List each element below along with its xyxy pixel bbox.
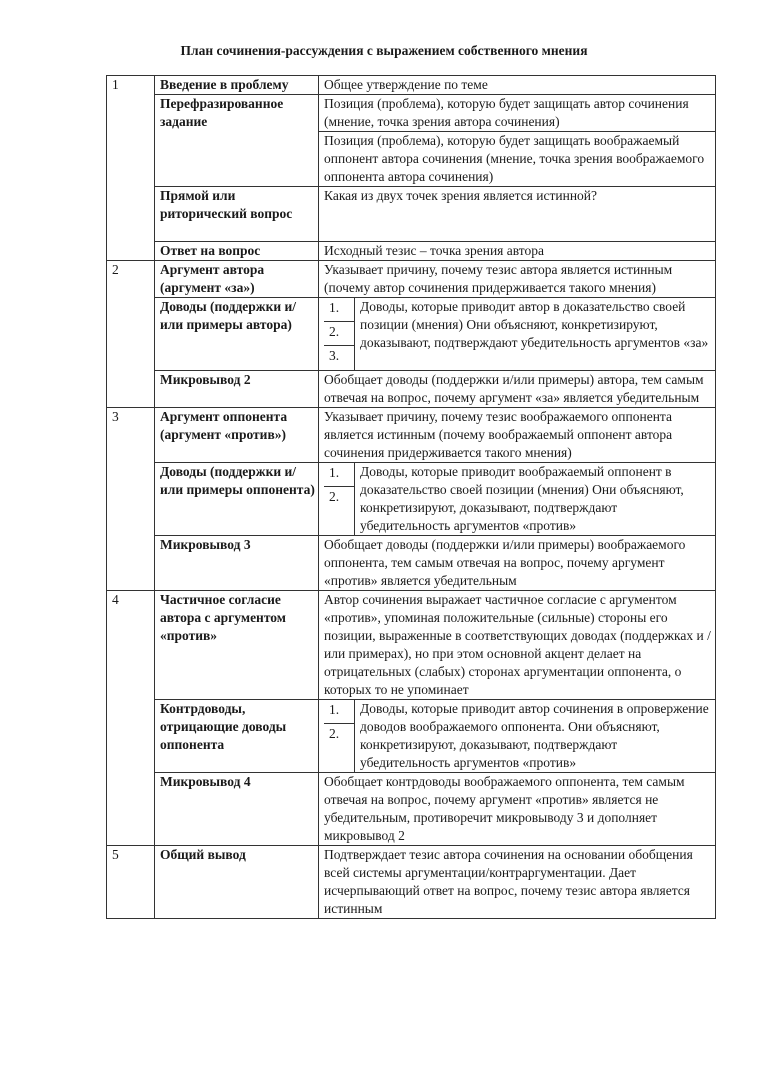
- table-row: [107, 242, 716, 261]
- row-description: Подтверждает тезис автора сочинения на основании обобщения всей системы аргументации/контраргументации. Дает исчерпывающий ответ на вопрос, почему тезис автора является истинным: [319, 846, 716, 919]
- table-row: [107, 846, 716, 919]
- list-number: 1.: [324, 700, 354, 724]
- row-description: Обобщает доводы (поддержки и/или примеры) автора, тем самым отвечая на вопрос, почему аргумент «за» является убедительным: [319, 371, 716, 408]
- table-row: [107, 408, 716, 463]
- section-number: 5: [107, 846, 155, 919]
- list-number: 1.: [324, 298, 354, 322]
- list-number: 3.: [329, 348, 340, 363]
- table-row: [107, 591, 716, 700]
- row-description: Позиция (проблема), которую будет защищать автор сочинения (мнение, точка зрения автора сочинения): [319, 95, 716, 132]
- row-label: Общий вывод: [155, 846, 319, 919]
- row-label: Микровывод 4: [155, 773, 319, 846]
- row-label: Доводы (поддержки и/или примеры оппонента): [155, 463, 319, 536]
- table-row: [107, 95, 716, 132]
- row-description: Обобщает контрдоводы воображаемого оппонента, тем самым отвечая на вопрос, почему аргумент «против» является не убедительным, противоречит микровыводу 3 и дополняет микровывод 2: [319, 773, 716, 846]
- numbered-arguments: [319, 463, 716, 536]
- section-number: 1: [107, 76, 155, 261]
- row-label: Доводы (поддержки и/или примеры автора): [155, 298, 319, 371]
- list-number: 2.: [329, 726, 340, 741]
- row-label: Прямой или риторический вопрос: [155, 187, 319, 242]
- list-number: 2.: [329, 489, 340, 504]
- row-label: Микровывод 3: [155, 536, 319, 591]
- row-description: Доводы, которые приводит воображаемый оппонент в доказательство своей позиции (мнения) Они объясняют, конкретизируют, доказывают, подтверждают убедительность аргументов «против»: [360, 464, 684, 533]
- table-row: [107, 700, 716, 773]
- row-description: Общее утверждение по теме: [319, 76, 716, 95]
- row-label: Аргумент оппонента (аргумент «против»): [155, 408, 319, 463]
- table-row: [107, 536, 716, 591]
- table-row: [107, 298, 716, 371]
- table-row: [107, 261, 716, 298]
- table-row: [107, 76, 716, 95]
- row-label: Ответ на вопрос: [155, 242, 319, 261]
- section-number: 4: [107, 591, 155, 846]
- table-row: [107, 463, 716, 536]
- row-description: Доводы, которые приводит автор сочинения в опровержение доводов воображаемого оппонента. Они объясняют, конкретизируют, доказывают, подтверждают убедительность аргументов «против»: [360, 701, 709, 770]
- row-description: Автор сочинения выражает частичное согласие с аргументом «против», упоминая положительные (сильные) стороны его позиции, выраженные в соответствующих доводах (поддержках и /или примерах), но при этом основной акцент делает на отрицательных (слабых) сторонах аргументации оппонента, о которых то не упоминает: [319, 591, 716, 700]
- page-title: План сочинения-рассуждения с выражением собственного мнения: [180, 43, 588, 58]
- row-label: Перефразированное задание: [155, 95, 319, 187]
- list-number: 2.: [324, 322, 354, 346]
- numbered-arguments: [319, 700, 716, 773]
- row-description: Позиция (проблема), которую будет защищать воображаемый оппонент автора сочинения (мнение, точка зрения воображаемого оппонента автора сочинения): [319, 132, 716, 187]
- row-label: Контрдоводы, отрицающие доводы оппонента: [155, 700, 319, 773]
- row-description: Указывает причину, почему тезис воображаемого оппонента является истинным (почему воображаемый оппонент автора сочинения придерживается такого мнения): [319, 408, 716, 463]
- list-number: 1.: [324, 463, 354, 487]
- section-number: 3: [107, 408, 155, 591]
- row-label: Аргумент автора (аргумент «за»): [155, 261, 319, 298]
- row-description: Доводы, которые приводит автор в доказательство своей позиции (мнения) Они объясняют, конкретизируют, доказывают, подтверждают убедительность аргументов «за»: [360, 299, 709, 350]
- table-row: [107, 187, 716, 242]
- row-description: Исходный тезис – точка зрения автора: [319, 242, 716, 261]
- numbered-arguments: [319, 298, 716, 371]
- row-label: Введение в проблему: [155, 76, 319, 95]
- row-description: Обобщает доводы (поддержки и/или примеры) воображаемого оппонента, тем самым отвечая на вопрос, почему аргумент «против» является убедительным: [319, 536, 716, 591]
- row-label: Частичное согласие автора с аргументом «против»: [155, 591, 319, 700]
- section-number: 2: [107, 261, 155, 408]
- row-description: Какая из двух точек зрения является истинной?: [319, 187, 716, 242]
- essay-plan-table: [106, 75, 716, 919]
- row-description: Указывает причину, почему тезис автора является истинным (почему автор сочинения придерживается такого мнения): [319, 261, 716, 298]
- table-row: [107, 371, 716, 408]
- row-label: Микровывод 2: [155, 371, 319, 408]
- table-row: [107, 773, 716, 846]
